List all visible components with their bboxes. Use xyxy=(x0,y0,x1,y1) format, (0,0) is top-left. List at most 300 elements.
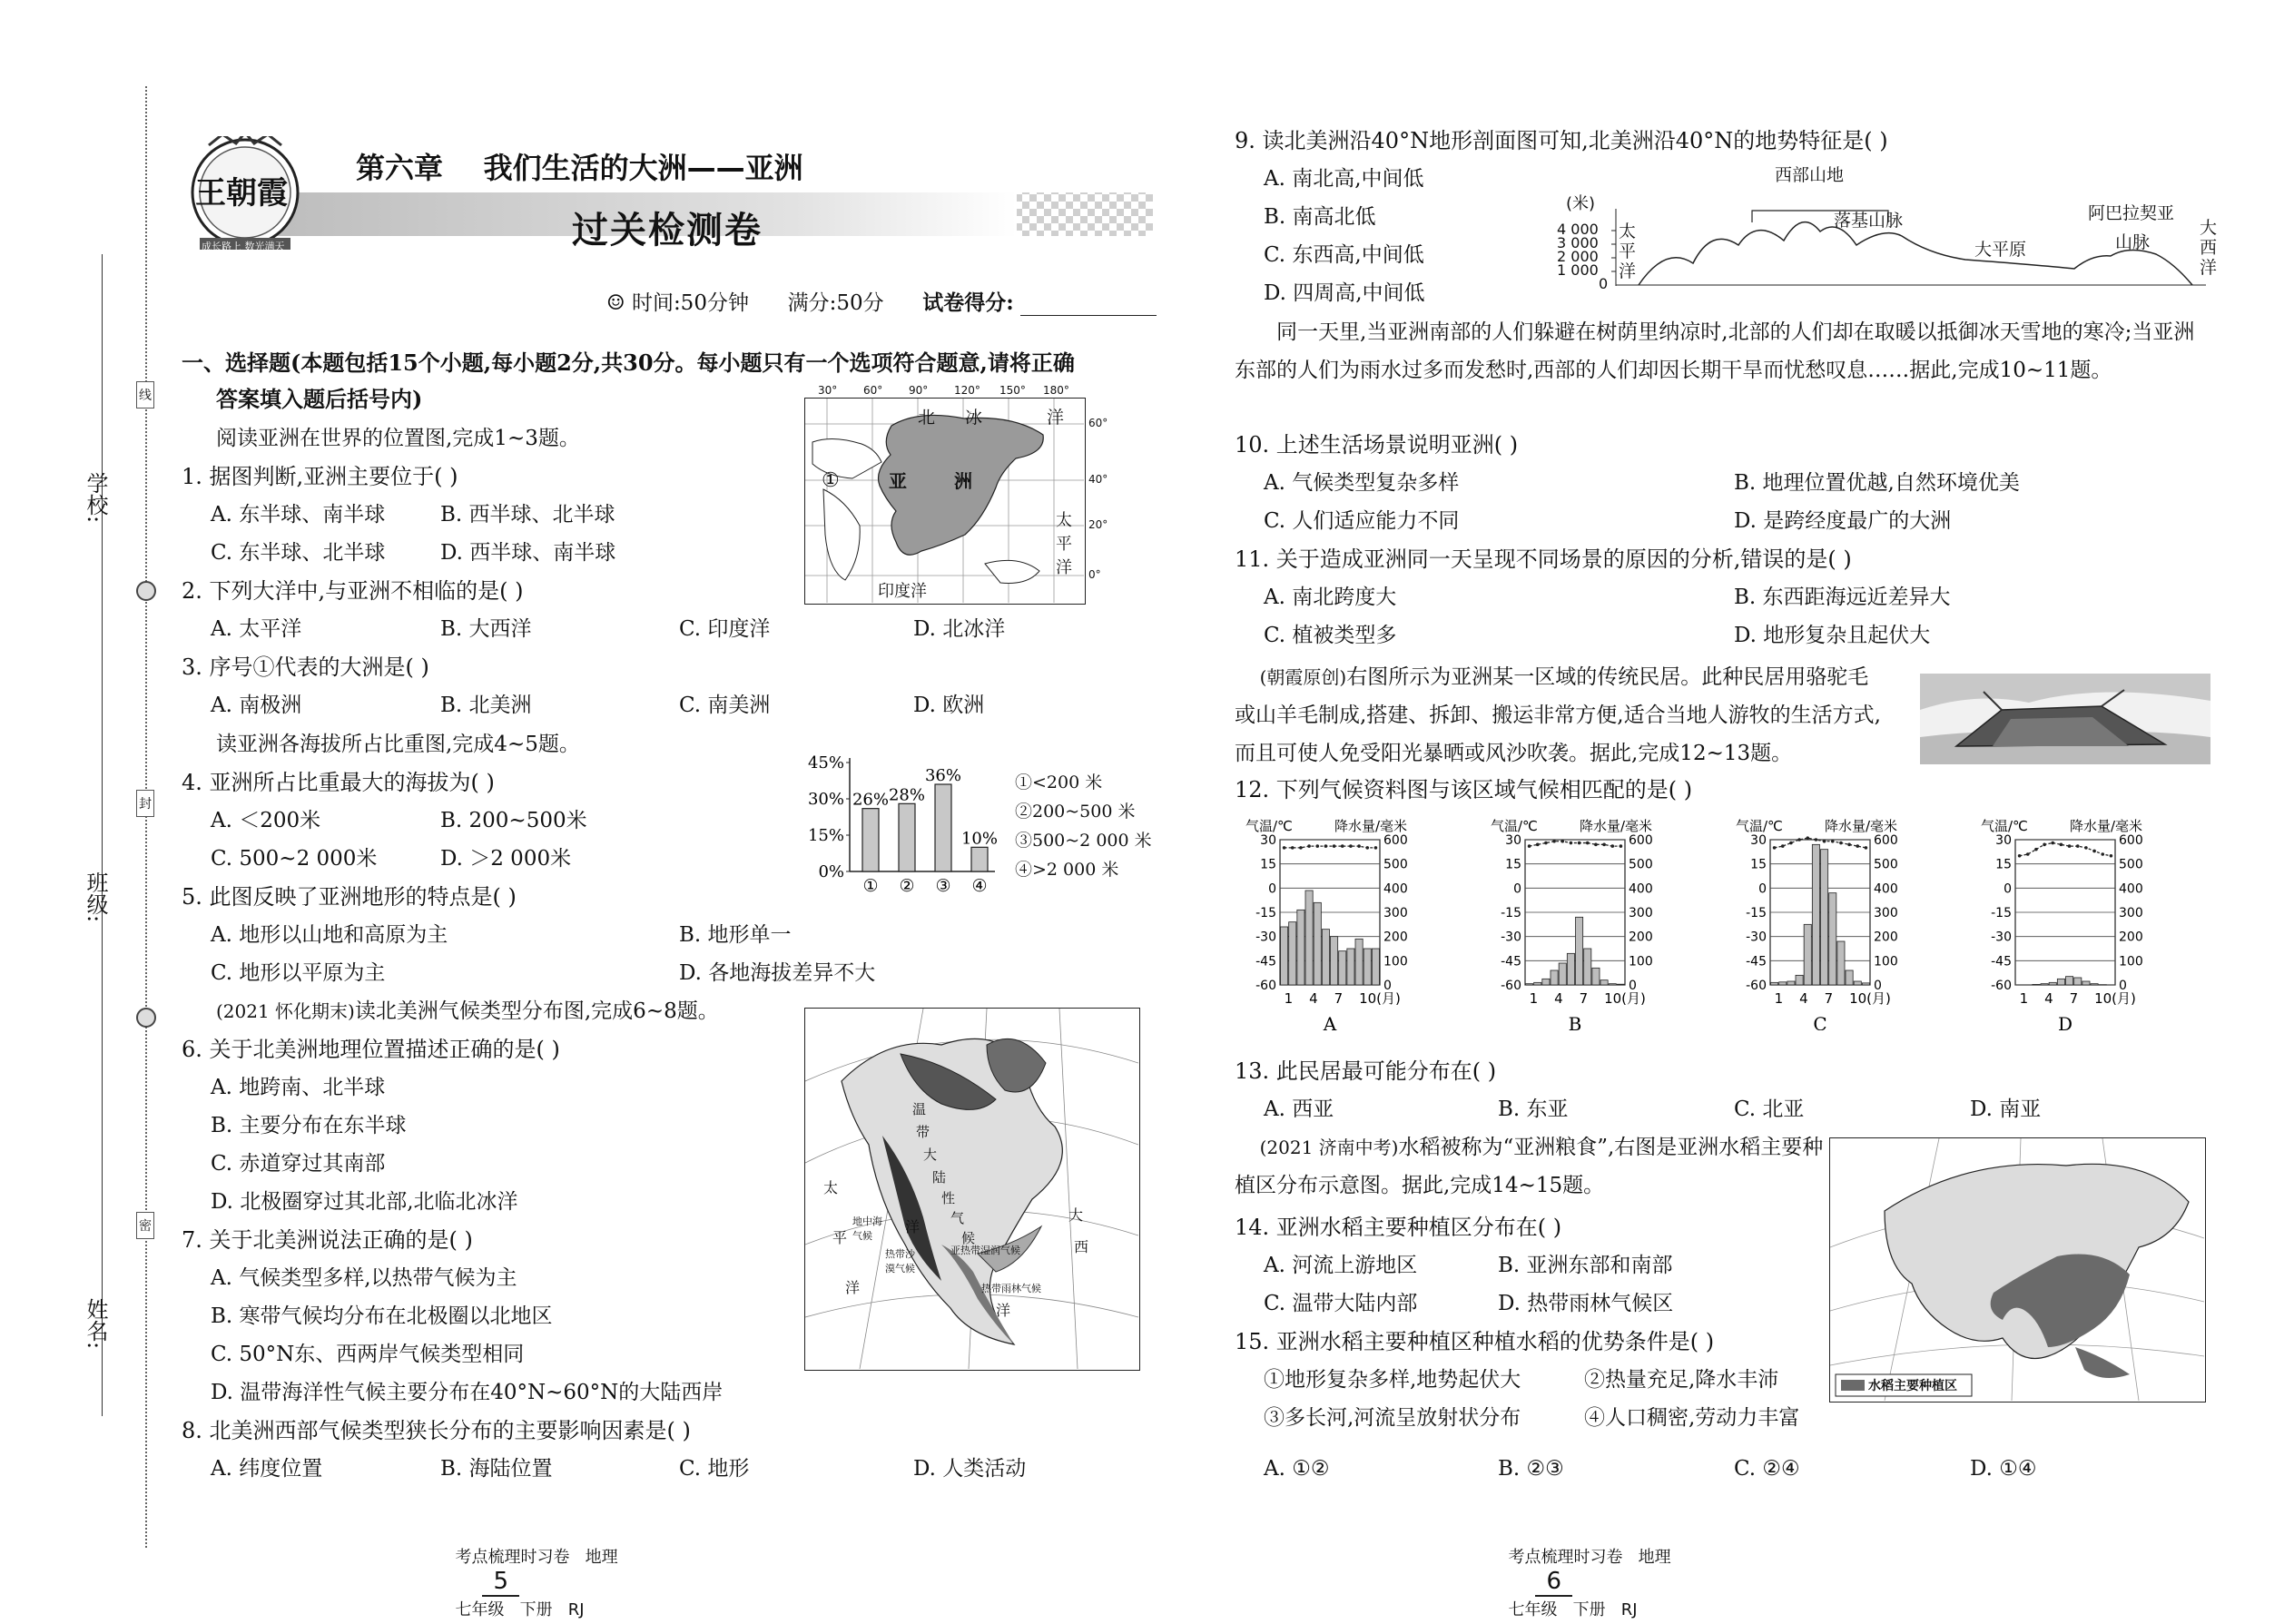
climate-temp-line xyxy=(2020,843,2112,856)
paragraph-12-13 xyxy=(1235,658,1888,773)
q4-option-a[interactable]: A. ＜200米 xyxy=(211,809,321,832)
footer-right-book: 考点梳理时习卷 地理 xyxy=(1508,1548,1671,1567)
section-heading-2: 答案填入题后括号内) xyxy=(216,386,423,412)
rice-map-graphic xyxy=(1830,1138,2204,1401)
climate-temp-point xyxy=(1815,838,1818,842)
q8-option-c[interactable]: C. 地形 xyxy=(679,1457,750,1481)
binding-dotted-line xyxy=(145,86,147,1548)
q2-option-b[interactable]: B. 大西洋 xyxy=(440,617,532,641)
climate-temp-tick: -30 xyxy=(1991,930,2012,945)
binding-solid-line xyxy=(102,254,103,1416)
q6-option-c[interactable]: C. 赤道穿过其南部 xyxy=(211,1152,386,1176)
intro-2: 读亚洲各海拔所占比重图,完成4~5题。 xyxy=(216,733,580,756)
climate-temp-tick: -15 xyxy=(1255,906,1276,920)
q4-option-c[interactable]: C. 500~2 000米 xyxy=(211,847,378,871)
climate-rain-bar xyxy=(1617,984,1624,985)
intro-3 xyxy=(216,998,719,1025)
climate-charts-row xyxy=(1244,812,2215,1030)
climate-charts-svg xyxy=(1244,812,2215,1030)
q6-option-d[interactable]: D. 北极圈穿过其北部,北临北冰洋 xyxy=(211,1190,518,1214)
climate-month-tick: 7 xyxy=(1579,990,1589,1007)
na-label-yang2: 洋 xyxy=(996,1302,1011,1319)
asia-lat-0: 0° xyxy=(1088,568,1101,581)
climate-rain-bar xyxy=(1821,850,1828,985)
na-label-yang3: 洋 xyxy=(905,1218,921,1235)
profile-unit: (米) xyxy=(1566,194,1596,213)
elev-bar xyxy=(971,847,988,871)
elev-bar-label: 28% xyxy=(888,785,926,805)
climate-rain-bar xyxy=(1347,949,1354,985)
climate-temp-point xyxy=(1552,840,1556,843)
climate-rain-tick: 600 xyxy=(1874,833,1898,848)
climate-rain-bar xyxy=(1534,982,1541,985)
q10-option-b[interactable]: B. 地理位置优越,自然环境优美 xyxy=(1734,471,2020,495)
climate-rain-tick: 0 xyxy=(2119,979,2127,993)
elev-bar xyxy=(862,809,879,871)
climate-rain-tick: 500 xyxy=(2119,857,2143,872)
question-12: 12. 下列气候资料图与该区域气候相匹配的是( ) xyxy=(1235,777,1693,802)
climate-rain-label: 降水量/毫米 xyxy=(1825,818,1898,834)
footer-left-page: 5 xyxy=(482,1568,519,1597)
school-label: 学校: xyxy=(83,472,108,524)
q13-option-d[interactable]: D. 南亚 xyxy=(1970,1097,2042,1121)
climate-rain-tick: 100 xyxy=(1874,954,1898,969)
climate-rain-tick: 400 xyxy=(1629,881,1653,897)
q11-option-b[interactable]: B. 东西距海远近差异大 xyxy=(1734,586,1951,609)
q14-option-c[interactable]: C. 温带大陆内部 xyxy=(1264,1292,1418,1315)
climate-rain-bar xyxy=(2082,981,2090,985)
class-label: 班级: xyxy=(83,871,108,923)
climate-rain-tick: 200 xyxy=(1629,930,1653,945)
elev-bar-label: 36% xyxy=(924,766,962,785)
climate-temp-point xyxy=(1797,838,1801,842)
climate-rain-bar xyxy=(2033,984,2040,985)
exam-time: 时间:50分钟 xyxy=(631,291,749,315)
q15-item-3: ③多长河,河流呈放射状分布 xyxy=(1264,1406,1521,1430)
climate-temp-point xyxy=(1365,846,1369,850)
climate-temp-point xyxy=(1781,844,1785,848)
climate-temp-label: 气温/℃ xyxy=(1981,818,2028,834)
na-label-wen: 温 xyxy=(912,1101,927,1117)
elev-bar xyxy=(899,803,915,871)
climate-temp-point xyxy=(1806,836,1809,840)
climate-rain-bar xyxy=(1804,924,1811,985)
climate-temp-point xyxy=(2110,854,2113,858)
climate-rain-tick: 300 xyxy=(1874,906,1898,920)
profile-tick-0: 0 xyxy=(1599,275,1609,292)
q10-option-d[interactable]: D. 是跨经度最广的大洲 xyxy=(1734,509,1952,533)
q14-option-a[interactable]: A. 河流上游地区 xyxy=(1264,1254,1418,1277)
profile-label-atlantic: 大西洋 xyxy=(2200,218,2218,278)
seal-char-feng: 封 xyxy=(136,790,154,817)
q11-option-d[interactable]: D. 地形复杂且起伏大 xyxy=(1734,624,1931,647)
q4-option-b[interactable]: B. 200~500米 xyxy=(440,809,587,832)
climate-rain-tick: 0 xyxy=(1629,979,1637,993)
label-yang-p: 洋 xyxy=(1056,558,1072,577)
climate-temp-tick: -60 xyxy=(1501,979,1521,993)
climate-month-tick: 4 xyxy=(1799,990,1808,1007)
profile-tick-4000: 4 000 xyxy=(1557,221,1599,238)
na-label-hou: 候 xyxy=(961,1230,976,1246)
climate-rain-bar xyxy=(2057,979,2064,985)
climate-month-tick: 10(月) xyxy=(1849,990,1891,1007)
climate-temp-point xyxy=(1602,843,1606,847)
climate-temp-point xyxy=(1610,844,1614,848)
climate-temp-tick: -15 xyxy=(1746,906,1767,920)
asia-lon-150: 150° xyxy=(999,384,1026,397)
profile-tick-3000: 3 000 xyxy=(1557,234,1599,251)
climate-rain-bar xyxy=(1372,949,1379,985)
climate-rain-tick: 400 xyxy=(1383,881,1408,897)
elev-tick-label: 45% xyxy=(807,753,844,773)
label-circle-1: ① xyxy=(822,469,840,492)
climate-month-tick: 10(月) xyxy=(2094,990,2136,1007)
climate-temp-tick: -15 xyxy=(1501,906,1521,920)
climate-temp-point xyxy=(1315,844,1319,848)
climate-chart-name: A xyxy=(1323,1013,1337,1030)
q1-option-d[interactable]: D. 西半球、南半球 xyxy=(440,541,616,565)
para-12-13-tag: (朝霞原创) xyxy=(1259,666,1347,688)
na-map-graphic xyxy=(805,1009,1138,1369)
nomad-tent-picture xyxy=(1920,674,2210,764)
na-label-da: 大 xyxy=(1068,1206,1084,1224)
climate-temp-point xyxy=(2051,842,2054,845)
q5-option-c[interactable]: C. 地形以平原为主 xyxy=(211,961,386,985)
elev-tick-label: 30% xyxy=(807,790,844,809)
climate-temp-point xyxy=(1578,842,1581,845)
profile-label-appalachian: 阿巴拉契亚 xyxy=(2088,203,2175,223)
label-ping: 平 xyxy=(1056,535,1072,554)
climate-temp-tick: -45 xyxy=(1255,954,1276,969)
elev-bar-label: 10% xyxy=(960,829,999,849)
elev-bar xyxy=(935,784,951,871)
climate-temp-point xyxy=(1299,846,1303,850)
q8-option-b[interactable]: B. 海陆位置 xyxy=(440,1457,553,1481)
footer-left xyxy=(445,1525,618,1620)
profile-label-appalachian-2: 山脉 xyxy=(2115,232,2151,252)
section-heading: 一、选择题(本题包括15个小题,每小题2分,共30分。每小题只有一个选项符合题意,请将正确 xyxy=(182,349,1075,376)
elev-legend-2: ②200~500 米 xyxy=(1015,802,1136,822)
q15-option-d[interactable]: D. ①④ xyxy=(1970,1457,2037,1481)
q3-option-c[interactable]: C. 南美洲 xyxy=(679,694,771,717)
climate-temp-point xyxy=(2092,850,2096,853)
q1-option-c[interactable]: C. 东半球、北半球 xyxy=(211,541,386,565)
climate-rain-bar xyxy=(1331,937,1338,985)
climate-temp-line xyxy=(1530,842,1621,846)
climate-temp-label: 气温/℃ xyxy=(1491,818,1538,834)
rice-legend-label: 水稻主要种植区 xyxy=(1868,1379,1957,1393)
elev-tick-label: 15% xyxy=(807,826,844,845)
page-title: 过关检测卷 xyxy=(572,209,763,251)
na-label-xi: 西 xyxy=(1074,1238,1089,1255)
label-bei: 北 xyxy=(918,408,936,428)
elev-tick-label: 0% xyxy=(818,862,844,881)
climate-rain-bar xyxy=(1289,922,1296,985)
climate-month-tick: 7 xyxy=(1824,990,1834,1007)
elev-legend-3: ③500~2 000 米 xyxy=(1015,831,1152,851)
climate-rain-bar xyxy=(1567,953,1574,985)
climate-temp-tick: -30 xyxy=(1746,930,1767,945)
climate-temp-point xyxy=(1831,840,1835,843)
climate-temp-tick: 15 xyxy=(1995,857,2012,872)
climate-rain-bar xyxy=(1576,917,1583,985)
climate-temp-point xyxy=(1594,843,1598,847)
climate-rain-tick: 200 xyxy=(2119,930,2143,945)
na-label-xing: 性 xyxy=(941,1190,956,1206)
question-15: 15. 亚洲水稻主要种植区种植水稻的优势条件是( ) xyxy=(1235,1329,1715,1354)
q15-item-1: ①地形复杂多样,地势起伏大 xyxy=(1264,1368,1521,1392)
climate-temp-point xyxy=(1586,842,1590,845)
q3-option-a[interactable]: A. 南极洲 xyxy=(211,694,302,717)
climate-rain-tick: 500 xyxy=(1874,857,1898,872)
climate-temp-point xyxy=(2060,843,2063,847)
climate-temp-tick: 15 xyxy=(1750,857,1767,872)
question-7: 7. 关于北美洲说法正确的是( ) xyxy=(182,1227,473,1253)
profile-tick-1000: 1 000 xyxy=(1557,261,1599,279)
q5-option-a[interactable]: A. 地形以山地和高原为主 xyxy=(211,923,448,947)
asia-lat-20: 20° xyxy=(1088,518,1108,531)
climate-temp-point xyxy=(1536,843,1540,847)
asia-lon-90: 90° xyxy=(909,384,929,397)
climate-temp-point xyxy=(2101,852,2104,856)
climate-rain-bar xyxy=(1854,981,1861,985)
climate-temp-point xyxy=(1839,842,1843,845)
climate-rain-tick: 300 xyxy=(2119,906,2143,920)
na-label-lu: 陆 xyxy=(932,1169,947,1186)
q3-option-d[interactable]: D. 欧洲 xyxy=(913,694,985,717)
climate-rain-bar xyxy=(1559,963,1566,985)
para-12-13-text: 右图所示为亚洲某一区域的传统民居。此种民居用骆驼毛或山羊毛制成,搭建、拆卸、搬运非常方便,适合当地人游牧的生活方式,而且可使人免受阳光暴晒或风沙吹袭。据此,完成12~13题。 xyxy=(1235,665,1881,765)
climate-rain-bar xyxy=(1297,910,1305,985)
tent-graphic xyxy=(1920,674,2210,764)
terrain-profile-40n xyxy=(1530,165,2220,309)
label-indian: 印度洋 xyxy=(878,582,927,601)
climate-temp-point xyxy=(2043,843,2046,847)
climate-temp-point xyxy=(1570,842,1573,845)
climate-month-tick: 1 xyxy=(2019,990,2029,1007)
climate-rain-tick: 100 xyxy=(1383,954,1408,969)
climate-rain-tick: 400 xyxy=(1874,881,1898,897)
climate-temp-tick: 15 xyxy=(1505,857,1521,872)
q7-option-a[interactable]: A. 气候类型多样,以热带气候为主 xyxy=(211,1266,517,1290)
q4-option-d[interactable]: D. ＞2 000米 xyxy=(440,847,572,871)
climate-temp-point xyxy=(1283,846,1286,850)
question-14: 14. 亚洲水稻主要种植区分布在( ) xyxy=(1235,1215,1562,1240)
climate-rain-bar xyxy=(1314,902,1321,985)
q1-option-a[interactable]: A. 东半球、南半球 xyxy=(211,503,386,527)
asia-lon-60: 60° xyxy=(863,384,883,397)
q5-option-d[interactable]: D. 各地海拔差异不大 xyxy=(679,961,876,985)
q15-item-2: ②热量充足,降水丰沛 xyxy=(1584,1368,1779,1392)
q13-option-a[interactable]: A. 西亚 xyxy=(1264,1097,1334,1121)
seal-char-mi: 密 xyxy=(136,1212,154,1239)
q6-option-a[interactable]: A. 地跨南、北半球 xyxy=(211,1076,386,1099)
question-5: 5. 此图反映了亚洲地形的特点是( ) xyxy=(182,884,517,910)
q10-option-c[interactable]: C. 人们适应能力不同 xyxy=(1264,509,1460,533)
climate-rain-bar xyxy=(1322,930,1329,985)
climate-temp-point xyxy=(1333,844,1336,848)
climate-temp-point xyxy=(1773,846,1777,850)
elev-category-label: ③ xyxy=(935,876,951,896)
question-3: 3. 序号①代表的大洲是( ) xyxy=(182,655,429,680)
climate-rain-bar xyxy=(1837,941,1845,985)
q10-option-a[interactable]: A. 气候类型复杂多样 xyxy=(1264,471,1460,495)
q14-option-d[interactable]: D. 热带雨林气候区 xyxy=(1498,1292,1674,1315)
q2-option-c[interactable]: C. 印度洋 xyxy=(679,617,771,641)
q3-option-b[interactable]: B. 北美洲 xyxy=(440,694,532,717)
q13-option-b[interactable]: B. 东亚 xyxy=(1498,1097,1569,1121)
climate-month-tick: 4 xyxy=(2044,990,2053,1007)
profile-label-western-mountains: 西部山地 xyxy=(1775,165,1845,185)
climate-rain-tick: 500 xyxy=(1629,857,1653,872)
q9-option-d[interactable]: D. 四周高,中间低 xyxy=(1264,281,1425,305)
climate-rain-bar xyxy=(1771,982,1778,985)
asia-lon-30: 30° xyxy=(818,384,838,397)
na-label-yang: 洋 xyxy=(845,1279,861,1296)
climate-temp-point xyxy=(1620,844,1623,848)
climate-temp-point xyxy=(1789,842,1793,845)
intro-3-tag: (2021 怀化期末) xyxy=(216,1000,355,1022)
climate-temp-label: 气温/℃ xyxy=(1736,818,1783,834)
profile-label-rocky: 落基山脉 xyxy=(1834,211,1904,231)
na-label-ping: 平 xyxy=(832,1229,848,1246)
label-tai: 太 xyxy=(1056,511,1072,530)
seal-char-xian: 线 xyxy=(136,381,154,408)
q9-option-b[interactable]: B. 南高北低 xyxy=(1264,205,1376,229)
climate-temp-tick: 0 xyxy=(1758,881,1767,897)
climate-month-tick: 4 xyxy=(1309,990,1318,1007)
climate-rain-tick: 0 xyxy=(1874,979,1882,993)
elev-category-label: ④ xyxy=(971,876,988,896)
profile-tick-2000: 2 000 xyxy=(1557,248,1599,265)
climate-chart-name: B xyxy=(1568,1013,1582,1030)
elev-category-label: ① xyxy=(862,876,879,896)
q7-option-b[interactable]: B. 寒带气候均分布在北极圈以北地区 xyxy=(211,1304,553,1328)
question-6: 6. 关于北美洲地理位置描述正确的是( ) xyxy=(182,1037,560,1062)
logo-motto: 成长路上 数光满天 xyxy=(202,241,285,252)
paragraph-14-15 xyxy=(1235,1128,1834,1205)
q8-option-d[interactable]: D. 人类活动 xyxy=(913,1457,1027,1481)
q14-option-b[interactable]: B. 亚洲东部和南部 xyxy=(1498,1254,1673,1277)
binding-knob-2 xyxy=(136,1008,156,1028)
elev-bar-label: 26% xyxy=(852,790,890,810)
climate-temp-point xyxy=(1324,844,1328,848)
climate-month-tick: 10(月) xyxy=(1604,990,1646,1007)
climate-temp-tick: 15 xyxy=(1260,857,1276,872)
climate-month-tick: 7 xyxy=(2069,990,2079,1007)
question-10: 10. 上述生活场景说明亚洲( ) xyxy=(1235,432,1519,458)
climate-rain-tick: 100 xyxy=(1629,954,1653,969)
label-zhou: 洲 xyxy=(954,470,972,492)
climate-rain-bar xyxy=(1829,893,1836,985)
asia-lon-120: 120° xyxy=(954,384,980,397)
footer-right xyxy=(1498,1525,1671,1620)
na-label-rainforest: 热带雨林气候 xyxy=(981,1283,1041,1294)
q11-option-a[interactable]: A. 南北跨度大 xyxy=(1264,586,1397,609)
q8-option-a[interactable]: A. 纬度位置 xyxy=(211,1457,323,1481)
climate-rain-tick: 500 xyxy=(1383,857,1408,872)
climate-month-tick: 1 xyxy=(1284,990,1294,1007)
elev-legend-4: ④>2 000 米 xyxy=(1015,860,1119,880)
question-1: 1. 据图判断,亚洲主要位于( ) xyxy=(182,464,458,489)
q2-option-d[interactable]: D. 北冰洋 xyxy=(913,617,1006,641)
climate-temp-label: 气温/℃ xyxy=(1245,818,1293,834)
climate-temp-point xyxy=(2084,846,2088,850)
profile-label-great-plains: 大平原 xyxy=(1974,240,2027,260)
q9-option-a[interactable]: A. 南北高,中间低 xyxy=(1264,167,1424,191)
climate-temp-tick: -60 xyxy=(1746,979,1767,993)
question-2: 2. 下列大洋中,与亚洲不相临的是( ) xyxy=(182,578,524,604)
climate-month-tick: 1 xyxy=(1774,990,1784,1007)
na-label-qi: 气 xyxy=(950,1210,965,1226)
climate-temp-tick: -30 xyxy=(1255,930,1276,945)
exam-score-field[interactable] xyxy=(1020,296,1157,316)
climate-rain-bar xyxy=(1339,951,1346,985)
north-america-climate-map xyxy=(804,1008,1140,1371)
climate-temp-point xyxy=(1357,844,1361,848)
clock-icon: ☺ xyxy=(606,291,625,315)
climate-temp-point xyxy=(2018,854,2022,858)
climate-temp-tick: 0 xyxy=(1513,881,1521,897)
climate-temp-point xyxy=(2068,844,2072,848)
exam-meta xyxy=(606,286,1157,316)
climate-temp-tick: -45 xyxy=(1746,954,1767,969)
q2-option-a[interactable]: A. 太平洋 xyxy=(211,617,302,641)
q5-option-b[interactable]: B. 地形单一 xyxy=(679,923,792,947)
q15-option-b[interactable]: B. ②③ xyxy=(1498,1457,1564,1481)
climate-temp-point xyxy=(1291,846,1295,850)
climate-month-tick: 7 xyxy=(1334,990,1344,1007)
question-13: 13. 此民居最可能分布在( ) xyxy=(1235,1058,1497,1084)
climate-temp-tick: 30 xyxy=(1750,833,1767,848)
climate-rain-bar xyxy=(1364,949,1371,985)
q15-option-c[interactable]: C. ②④ xyxy=(1734,1457,1800,1481)
na-label-mediterranean: 地中海气候 xyxy=(852,1216,882,1242)
footer-left-book: 考点梳理时习卷 地理 xyxy=(455,1548,618,1567)
para-14-15-text: 水稻被称为“亚洲粮食”,右图是亚洲水稻主要种植区分布示意图。据此,完成14~15题。 xyxy=(1235,1136,1824,1197)
climate-month-tick: 4 xyxy=(1554,990,1563,1007)
asia-lat-40: 40° xyxy=(1088,473,1108,486)
na-label-da2: 大 xyxy=(923,1147,938,1163)
climate-rain-bar xyxy=(1281,927,1288,985)
climate-rain-tick: 600 xyxy=(2119,833,2143,848)
intro-1: 阅读亚洲在世界的位置图,完成1~3题。 xyxy=(216,427,580,450)
na-label-desert: 热带沙漠气候 xyxy=(885,1248,915,1275)
q11-option-c[interactable]: C. 植被类型多 xyxy=(1264,624,1397,647)
climate-temp-tick: 0 xyxy=(2004,881,2012,897)
q1-option-b[interactable]: B. 西半球、北半球 xyxy=(440,503,615,527)
q7-option-d[interactable]: D. 温带海洋性气候主要分布在40°N~60°N的大陆西岸 xyxy=(211,1381,724,1404)
para-14-15-tag: (2021 济南中考) xyxy=(1259,1137,1399,1158)
q6-option-b[interactable]: B. 主要分布在东半球 xyxy=(211,1114,407,1137)
climate-rain-bar xyxy=(1355,939,1363,985)
q7-option-c[interactable]: C. 50°N东、西两岸气候类型相同 xyxy=(211,1343,525,1366)
climate-temp-line xyxy=(1285,846,1376,848)
exam-score-label: 试卷得分: xyxy=(922,290,1014,315)
na-label-subtropical: 亚热带湿润气候 xyxy=(950,1245,1020,1256)
name-label: 姓名: xyxy=(83,1298,108,1350)
intro-3-text: 读北美洲气候类型分布图,完成6~8题。 xyxy=(354,999,719,1023)
climate-temp-tick: 30 xyxy=(1260,833,1276,848)
q13-option-c[interactable]: C. 北亚 xyxy=(1734,1097,1805,1121)
footer-right-grade: 七年级 下册 RJ xyxy=(1508,1600,1638,1619)
climate-rain-bar xyxy=(1787,981,1795,985)
climate-rain-tick: 200 xyxy=(1383,930,1408,945)
climate-temp-tick: 30 xyxy=(1995,833,2012,848)
q15-option-a[interactable]: A. ①② xyxy=(1264,1457,1330,1481)
climate-rain-bar xyxy=(1526,984,1533,985)
q9-option-c[interactable]: C. 东西高,中间低 xyxy=(1264,243,1424,267)
